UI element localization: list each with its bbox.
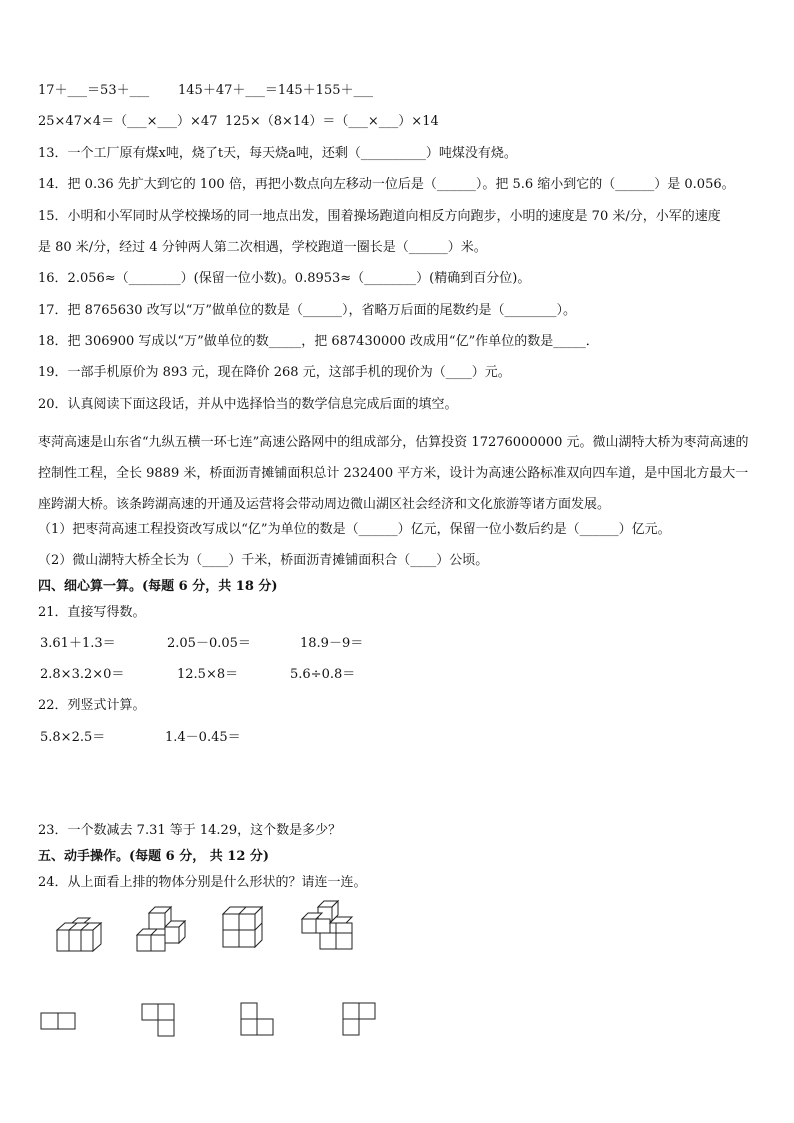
cube-figure-4	[300, 899, 354, 951]
question-13: 13．一个工厂原有煤x吨，烧了t天，每天烧a吨，还剩（__________）吨煤没有烧。	[38, 146, 517, 161]
question-21: 21．直接写得数。	[38, 605, 146, 620]
question-18: 18．把 306900 写成以“万”做单位的数_____，把 687430000 改成用“亿”作单位的数是_____．	[38, 334, 599, 349]
question-15-line1: 15．小明和小军同时从学校操场的同一地点出发，围着操场跑道向相反方向跑步，小明的速度是 70 米/分，小军的速度	[38, 209, 721, 224]
q12-line2-a: 25×47×4＝（___×___）×47	[38, 114, 218, 129]
question-14: 14．把 0.36 先扩大到它的 100 倍，再把小数点向左移动一位后是（______）。把 5.6 缩小到它的（______）是 0.056。	[38, 177, 735, 192]
cube-figure-2	[135, 905, 187, 953]
q12-line1-b: 145＋47＋___＝145＋155＋___	[178, 83, 373, 98]
calc-item: 2.05－0.05＝	[167, 636, 251, 651]
calc-item: 2.8×3.2×0＝	[40, 667, 125, 682]
section-5-heading: 五、动手操作。(每题 6 分， 共 12 分)	[38, 849, 270, 864]
cube-figure-1	[56, 918, 106, 952]
q12-line1-a: 17＋___＝53＋___	[38, 83, 150, 98]
question-24: 24．从上面看上排的物体分别是什么形状的？请连一连。	[38, 875, 367, 890]
cube-figure-3	[222, 906, 264, 948]
calc-item: 18.9－9＝	[300, 636, 364, 651]
calc-item: 5.6÷0.8＝	[290, 667, 356, 682]
question-15-line2: 是 80 米/分，经过 4 分钟两人第二次相遇，学校跑道一圈长是（______）米。	[38, 240, 487, 255]
question-19: 19．一部手机原价为 893 元，现在降价 268 元，这部手机的现价为（____）元。	[38, 365, 511, 380]
question-20-part-1: （1）把枣菏高速工程投资改写成以“亿”为单位的数是（______）亿元，保留一位小数后约是（______）亿元。	[38, 522, 671, 537]
top-view-figure-1	[40, 1012, 76, 1030]
q12-line2-b: 125×（8×14）＝（___×___）×14	[225, 114, 439, 129]
question-23: 23．一个数减去 7.31 等于 14.29，这个数是多少？	[38, 823, 342, 838]
question-16: 16．2.056≈（________）(保留一位小数)。0.8953≈（________）(精确到百分位)。	[38, 271, 531, 286]
question-20: 20．认真阅读下面这段话，并从中选择恰当的数学信息完成后面的填空。	[38, 397, 458, 412]
question-17: 17．把 8765630 改写以“万”做单位的数是（______），省略万后面的尾数约是（________）。	[38, 303, 576, 318]
calc-item: 3.61＋1.3＝	[40, 636, 116, 651]
question-20-part-2: （2）微山湖特大桥全长为（____）千米，桥面沥青摊铺面积合（____）公顷。	[38, 553, 489, 568]
vertical-calc-item: 5.8×2.5＝	[40, 730, 106, 745]
top-view-figure-4	[342, 1002, 376, 1036]
top-view-figure-2	[141, 1003, 175, 1037]
reading-paragraph: 枣菏高速是山东省“九纵五横一环七连”高速公路网中的组成部分，估算投资 17276000000 元。微山湖特大桥为枣菏高速的控制性工程，全长 9889 米，桥面沥青摊铺面积总计 232400 平方米，设计为高速公路标准双向四车道，是中国北方最大一座跨湖大桥。该条跨湖高速的开通及运营将会带动周边微山湖区社会经济和文化旅游等诸方面发展。	[38, 435, 749, 512]
question-22: 22．列竖式计算。	[38, 698, 146, 713]
section-4-heading: 四、细心算一算。(每题 6 分，共 18 分)	[38, 579, 278, 594]
calc-item: 12.5×8＝	[177, 667, 239, 682]
top-view-figure-3	[240, 1002, 274, 1036]
vertical-calc-item: 1.4－0.45＝	[165, 730, 241, 745]
